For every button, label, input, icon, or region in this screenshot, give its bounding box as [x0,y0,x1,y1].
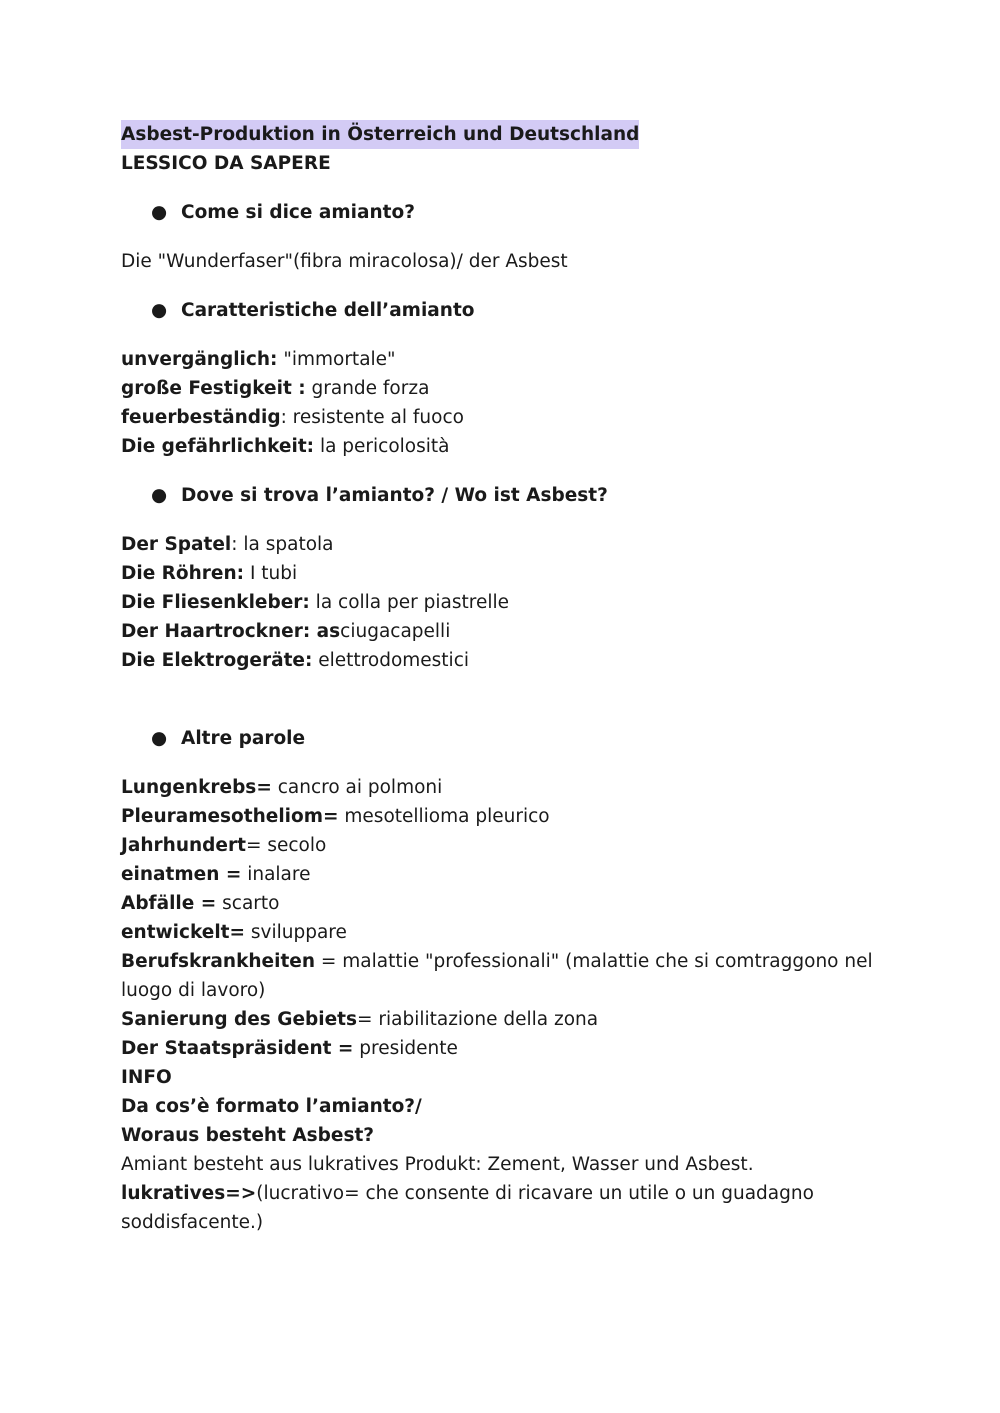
bullet-icon: ● [151,300,168,321]
vocab-entry: Abfälle = scarto [121,893,280,914]
vocab-entry: Die gefährlichkeit: la pericolosità [121,436,450,457]
info-question-it: Da cos’è formato l’amianto?/ [121,1096,422,1117]
vocab-entry: einatmen = inalare [121,864,311,885]
bullet-icon: ● [151,202,168,223]
info-heading: INFO [121,1067,172,1088]
vocab-entry: Die Fliesenkleber: la colla per piastrelle [121,592,509,613]
section1-text: Die "Wunderfaser"(fibra miracolosa)/ der Asbest [121,251,568,272]
vocab-entry: Lungenkrebs= cancro ai polmoni [121,777,443,798]
vocab-entry: Der Haartrockner: asciugacapelli [121,621,451,642]
bullet-heading-amianto: ● Come si dice amianto? [121,198,881,227]
info-note: lukratives=>(lucrativo= che consente di ricavare un utile o un guadagno soddisfacente.) [121,1183,814,1233]
vocab-entry: Die Röhren: I tubi [121,563,298,584]
vocab-entry: Sanierung des Gebiets= riabilitazione della zona [121,1009,599,1030]
bullet-heading-caratteristiche: ● Caratteristiche dell’amianto [121,296,881,325]
vocab-entry: Die Elektrogeräte: elettrodomestici [121,650,470,671]
vocab-entry: unvergänglich: "immortale" [121,349,396,370]
vocab-entry: große Festigkeit : grande forza [121,378,430,399]
subtitle: LESSICO DA SAPERE [121,153,331,174]
vocab-entry: Pleuramesotheliom= mesotellioma pleurico [121,806,550,827]
vocab-entry: Der Spatel: la spatola [121,534,334,555]
vocab-entry: Der Staatspräsident = presidente [121,1038,458,1059]
vocab-entry: Jahrhundert= secolo [121,835,327,856]
title-line [121,120,881,149]
bullet-heading-altre-parole: ● Altre parole [121,724,881,753]
vocab-entry: entwickelt= sviluppare [121,922,347,943]
info-question-de: Woraus besteht Asbest? [121,1125,375,1146]
bullet-icon: ● [151,728,168,749]
bullet-heading-dove: ● Dove si trova l’amianto? / Wo ist Asbest? [121,481,881,510]
vocab-entry: Berufskrankheiten = malattie "professionali" (malattie che si comtraggono nel luogo di lavoro) [121,951,873,1001]
info-answer: Amiant besteht aus lukratives Produkt: Zement, Wasser und Asbest. [121,1154,754,1175]
bullet-icon: ● [151,485,168,506]
vocab-entry: feuerbeständig: resistente al fuoco [121,407,464,428]
document-title: Asbest-Produktion in Österreich und Deutschland [121,120,639,149]
document-page [121,120,881,1237]
